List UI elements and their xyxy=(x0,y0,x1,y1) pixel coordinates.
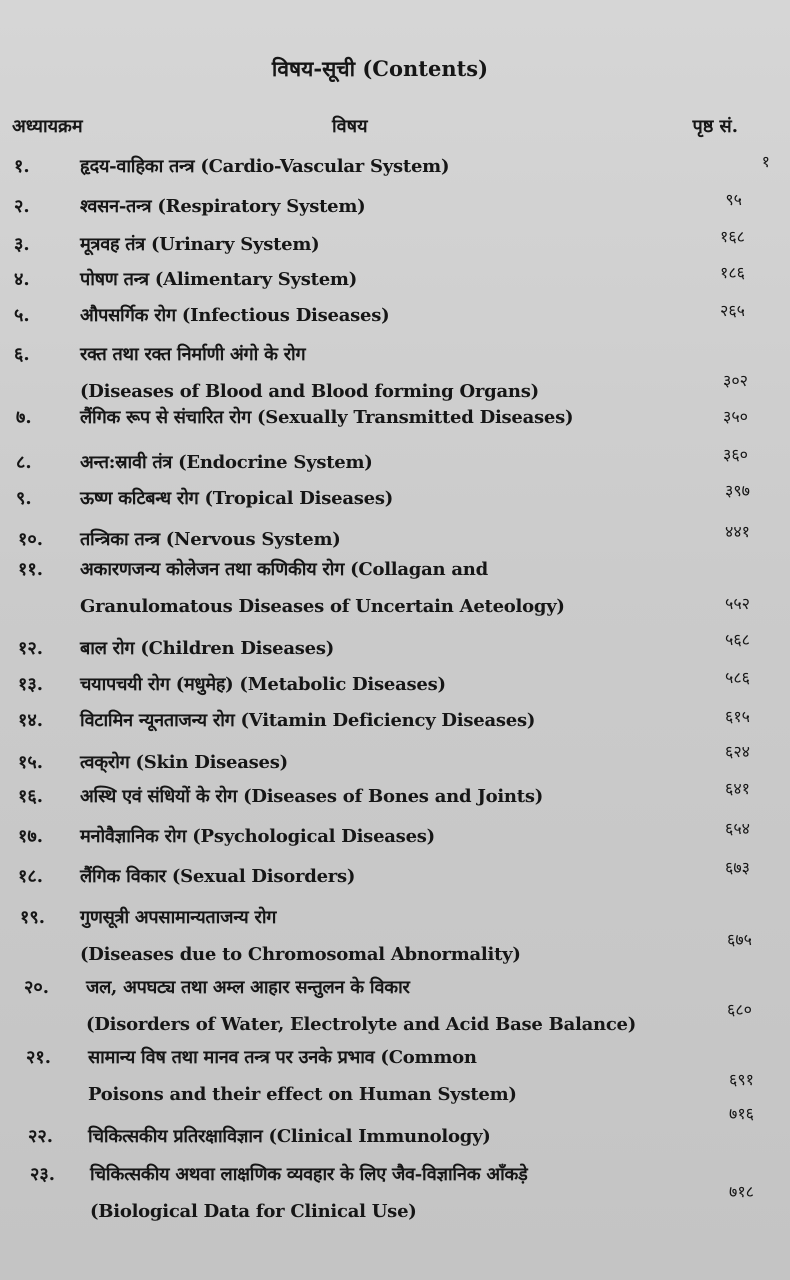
chapter-title-continued: (Diseases due to Chromosomal Abnormality) xyxy=(80,944,521,965)
page-number: ६८० xyxy=(727,1000,752,1019)
page-number: ४४१ xyxy=(725,522,750,541)
page-number: ६५४ xyxy=(725,819,750,838)
chapter-title: औपसर्गिक रोग (Infectious Diseases) xyxy=(80,305,390,326)
chapter-number: १४. xyxy=(18,710,43,731)
chapter-title: हृदय-वाहिका तन्त्र (Cardio-Vascular System) xyxy=(80,156,450,177)
chapter-number: २१. xyxy=(26,1047,51,1068)
chapter-title: ऊष्ण कटिबन्ध रोग (Tropical Diseases) xyxy=(80,488,393,509)
chapter-title-continued: Poisons and their effect on Human System) xyxy=(88,1084,517,1105)
page-number: ६७३ xyxy=(725,858,750,877)
chapter-number: १८. xyxy=(18,866,43,887)
chapter-title: तन्त्रिका तन्त्र (Nervous System) xyxy=(80,529,341,550)
header-page-number: पृष्ठ सं. xyxy=(692,116,738,137)
chapter-number: ४. xyxy=(14,269,30,290)
chapter-title: अन्त:स्रावी तंत्र (Endocrine System) xyxy=(80,452,373,473)
page-number: ६१५ xyxy=(725,707,750,726)
chapter-number: ५. xyxy=(14,305,30,326)
chapter-number: २२. xyxy=(28,1126,53,1147)
chapter-title: रक्त तथा रक्त निर्माणी अंगो के रोग xyxy=(80,344,306,365)
page-number: ५८६ xyxy=(725,668,750,687)
page-number: ३०२ xyxy=(723,371,748,390)
page-number: ६४१ xyxy=(725,779,750,798)
chapter-number: १६. xyxy=(18,786,43,807)
chapter-number: १०. xyxy=(18,529,43,550)
chapter-number: ८. xyxy=(16,452,32,473)
chapter-title: लैंगिक विकार (Sexual Disorders) xyxy=(80,866,356,887)
page-number: ३९७ xyxy=(725,481,750,500)
chapter-number: २३. xyxy=(30,1164,55,1185)
page-number: ५५२ xyxy=(725,594,750,613)
chapter-number: २. xyxy=(14,196,30,217)
page-number: ९५ xyxy=(725,190,742,209)
chapter-title: गुणसूत्री अपसामान्यताजन्य रोग xyxy=(80,907,277,928)
chapter-title: त्वक्‌रोग (Skin Diseases) xyxy=(80,752,288,773)
chapter-title-continued: (Diseases of Blood and Blood forming Organs) xyxy=(80,381,539,402)
page-number: ६९१ xyxy=(729,1070,754,1089)
chapter-number: ३. xyxy=(14,234,30,255)
chapter-number: २०. xyxy=(24,977,49,998)
page-number: ६२४ xyxy=(725,742,750,761)
chapter-title: लैंगिक रूप से संचारित रोग (Sexually Transmitted Diseases) xyxy=(80,407,574,428)
chapter-title: बाल रोग (Children Diseases) xyxy=(80,638,334,659)
page-number: १६८ xyxy=(720,227,745,246)
chapter-title: जल, अपघट्य तथा अम्ल आहार सन्तुलन के विकार xyxy=(86,977,410,998)
chapter-title: चिकित्सकीय प्रतिरक्षाविज्ञान (Clinical Immunology) xyxy=(88,1126,491,1147)
chapter-title: विटामिन न्यूनताजन्य रोग (Vitamin Deficiency Diseases) xyxy=(80,710,536,731)
chapter-title: अकारणजन्य कोलेजन तथा कणिकीय रोग (Collagan and xyxy=(80,559,488,580)
header-subject: विषय xyxy=(332,116,368,137)
chapter-number: १. xyxy=(14,156,30,177)
page-number: १ xyxy=(761,152,770,171)
chapter-title: मूत्रवह तंत्र (Urinary System) xyxy=(80,234,320,255)
chapter-number: १२. xyxy=(18,638,43,659)
chapter-title-continued: (Biological Data for Clinical Use) xyxy=(90,1201,417,1222)
chapter-number: ६. xyxy=(14,344,30,365)
chapter-title: सामान्य विष तथा मानव तन्त्र पर उनके प्रभाव (Common xyxy=(88,1047,477,1068)
page-number: ६७५ xyxy=(727,930,752,949)
page-title: विषय-सूची (Contents) xyxy=(271,56,489,81)
chapter-title: मनोवैज्ञानिक रोग (Psychological Diseases) xyxy=(80,826,435,847)
page-number: १८६ xyxy=(720,263,745,282)
chapter-number: ९. xyxy=(16,488,32,509)
chapter-number: ११. xyxy=(18,559,43,580)
chapter-title: पोषण तन्त्र (Alimentary System) xyxy=(80,269,357,290)
page-number: ३५० xyxy=(723,407,748,426)
chapter-title: चिकित्सकीय अथवा लाक्षणिक व्यवहार के लिए जैव-विज्ञानिक आँकड़े xyxy=(90,1164,528,1185)
chapter-title: अस्थि एवं संधियों के रोग (Diseases of Bones and Joints) xyxy=(80,786,543,807)
chapter-title: श्वसन-तन्त्र (Respiratory System) xyxy=(80,196,366,217)
page-number: ७१८ xyxy=(729,1182,754,1201)
chapter-title-continued: (Disorders of Water, Electrolyte and Acid Base Balance) xyxy=(86,1014,637,1035)
chapter-number: १९. xyxy=(20,907,45,928)
chapter-number: १३. xyxy=(18,674,43,695)
chapter-title: चयापचयी रोग (मधुमेह) (Metabolic Diseases) xyxy=(80,674,446,695)
chapter-number: १५. xyxy=(18,752,43,773)
page-number: २६५ xyxy=(720,301,745,320)
chapter-number: १७. xyxy=(18,826,43,847)
chapter-title-continued: Granulomatous Diseases of Uncertain Aeteology) xyxy=(80,596,565,617)
page-number: ५६८ xyxy=(725,630,750,649)
header-chapter-number: अध्यायक्रम xyxy=(12,116,83,137)
chapter-number: ७. xyxy=(16,407,32,428)
page-number: ७१६ xyxy=(729,1104,754,1123)
page-number: ३६० xyxy=(723,445,748,464)
